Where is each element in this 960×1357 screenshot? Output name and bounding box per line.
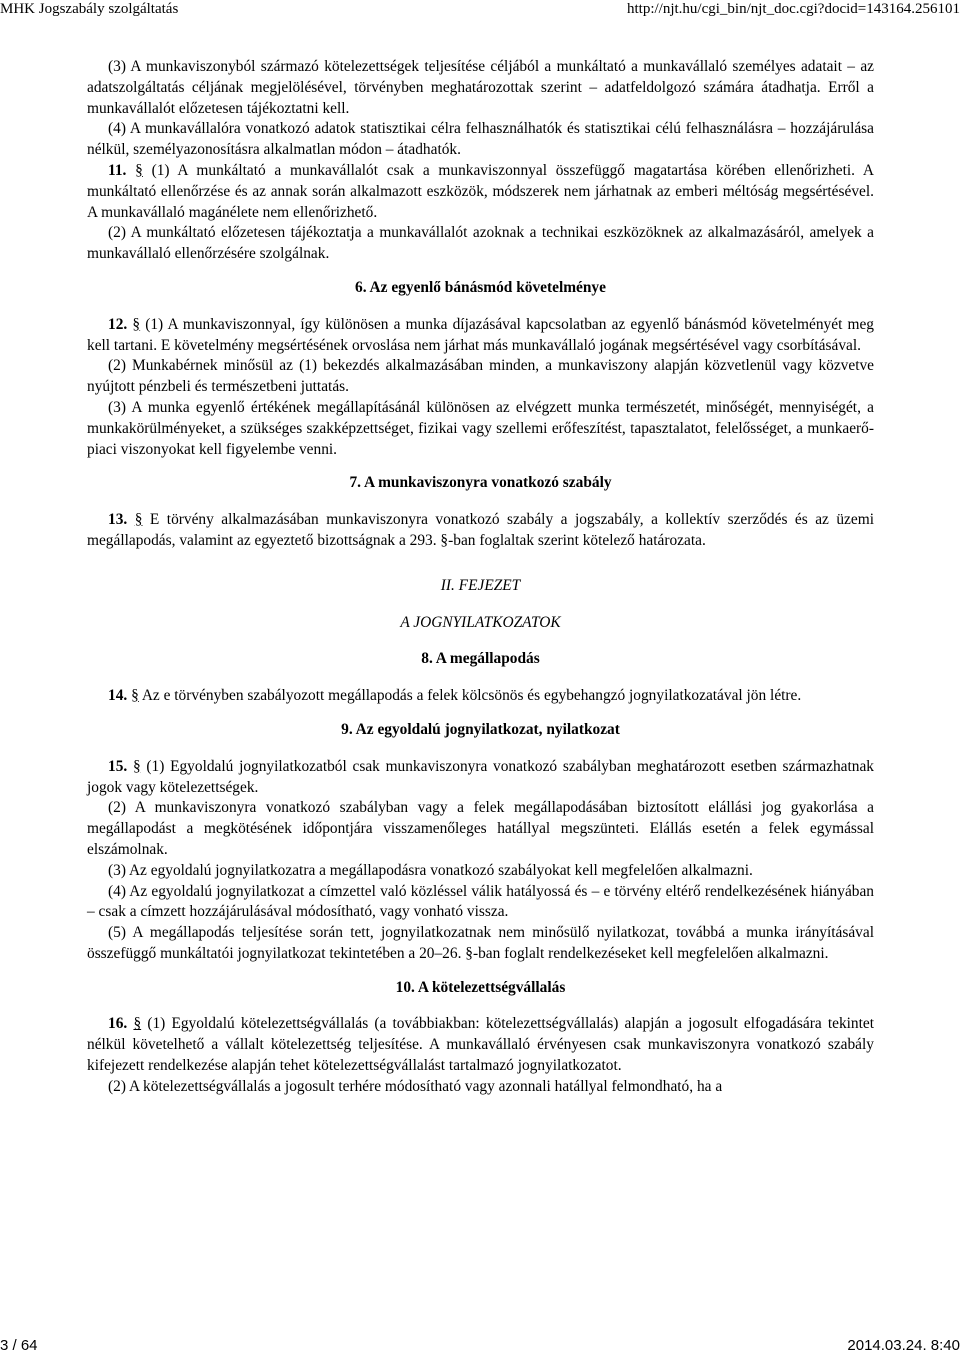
document-body	[87, 57, 874, 1098]
section-number: 16.	[108, 1015, 128, 1033]
subheading: 7. A munkaviszonyra vonatkozó szabály	[349, 474, 612, 492]
section-16	[87, 1014, 874, 1076]
subheading: 9. Az egyoldalú jognyilatkozat, nyilatkozat	[341, 720, 620, 738]
section-15	[87, 757, 874, 799]
paragraph-text: (1) A munkaviszonnyal, így különösen a munka díjazásával kapcsolatban az egyenlő bánásmód követelményét meg kell tartani. E követelmény megsértésének orvoslása nem járhat más munkavállaló jogának megsértésével vagy csorbításával.	[87, 315, 874, 354]
paragraph: (3) A munka egyenlő értékének megállapításánál különösen az elvégzett munka természetét, minőségét, mennyiségét, a munkakörülményeket, a szükséges szakképzettséget, fizikai vagy szellemi erőfeszítést, tapasztalatot, felelősséget, a munkaerő-piaci viszonyokat kell figyelembe venni.	[87, 398, 874, 458]
page-header	[0, 0, 960, 18]
subheading: 10. A kötelezettségvállalás	[395, 978, 566, 996]
section-number: 14.	[108, 687, 128, 705]
section-number: 15.	[108, 757, 128, 775]
section-sign-link[interactable]: §	[132, 757, 141, 775]
paragraph-text: (1) A munkáltató a munkavállalót csak a munkaviszonnyal összefüggő magatartása körében ellenőrizheti. A munkáltató ellenőrzése és az annak során alkalmazott eszközök, módszerek nem járhatnak az emberi méltóság megsértésével. A munkavállaló magánélete nem ellenőrizhető.	[87, 161, 874, 221]
paragraph: (2) A munkáltató előzetesen tájékoztatja a munkavállalót azoknak a technikai eszközöknek az alkalmazásáról, amelyek a munkavállaló ellenőrzésére szolgálnak.	[87, 224, 874, 263]
paragraph: (2) A munkaviszonyra vonatkozó szabályban vagy a felek megállapodásában biztosított elállási jog gyakorlása a megállapodást a megkötésének időpontjára visszamenőleges hatállyal megszünteti. Elállás esetén a felek egymással elszámolnak.	[87, 799, 874, 858]
paragraph: (3) Az egyoldalú jognyilatkozatra a megállapodásra vonatkozó szabályokat kell megfelelően alkalmazni.	[108, 861, 753, 879]
section-14	[87, 686, 874, 707]
section-sign-link[interactable]: §	[132, 315, 141, 333]
paragraph-text: E törvény alkalmazásában munkaviszonyra vonatkozó szabály a jogszabály, a kollektív szerződés és az üzemi megállapodás, valamint az egyeztető bizottságnak a 293. §-ban foglaltak szerint kötelező határozata.	[87, 511, 874, 549]
section-number: 12.	[108, 315, 128, 333]
paragraph: (2) Munkabérnek minősül az (1) bekezdés alkalmazásában minden, a munkaviszony alapján közvetlenül vagy közvetve nyújtott pénzbeli és természetbeni juttatás.	[87, 357, 874, 396]
print-date: 2014.03.24. 8:40	[847, 1337, 960, 1354]
section-13	[87, 510, 874, 552]
paragraph: (4) Az egyoldalú jognyilatkozat a címzettel való közléssel válik hatályossá és – e törvény eltérő rendelkezésének hiányában – csak a címzett hozzájárulásával módosítható, vagy vonható vissza.	[87, 882, 874, 921]
header-url: http://njt.hu/cgi_bin/njt_doc.cgi?docid=143164.256101	[626, 1, 960, 17]
page-number: 3 / 64	[0, 1337, 38, 1354]
section-11	[87, 161, 874, 223]
paragraph-text: Az e törvényben szabályozott megállapodás a felek kölcsönös és egybehangzó jognyilatkozatával jön létre.	[141, 687, 802, 705]
section-number: 13.	[108, 511, 128, 529]
subheading: 6. Az egyenlő bánásmód követelménye	[355, 278, 606, 296]
section-sign-link[interactable]: §	[131, 687, 139, 705]
paragraph: (2) A kötelezettségvállalás a jogosult terhére módosítható vagy azonnali hatállyal felmondható, ha a	[108, 1077, 723, 1095]
paragraph: (4) A munkavállalóra vonatkozó adatok statisztikai célra felhasználhatók és statisztikai célú felhasználásra – hozzájárulása nélkül, személyazonosításra alkalmatlan módon – átadhatók.	[87, 120, 874, 159]
paragraph: (3) A munkaviszonyból származó kötelezettségek teljesítése céljából a munkáltató a munkavállaló személyes adatait – az adatszolgáltatás céljának megjelölésével, törvényben meghatározottak szerint – adatfeldolgozó számára átadhatja. Erről a munkavállalót előzetesen tájékoztatni kell.	[87, 58, 874, 117]
chapter-title: A JOGNYILATKOZATOK	[400, 613, 561, 631]
section-sign-link[interactable]: §	[133, 1015, 142, 1033]
subheading: 8. A megállapodás	[421, 650, 540, 668]
chapter-number: II. FEJEZET	[440, 576, 521, 594]
section-sign-link[interactable]: §	[134, 511, 143, 529]
section-sign-link[interactable]: §	[135, 161, 143, 179]
paragraph: (5) A megállapodás teljesítése során tett, jognyilatkozatnak nem minősülő nyilatkozat, továbbá a munka irányításával összefüggő munkáltatói jognyilatkozat tekintetében a 20–26. §-ban foglalt rendelkezéseket kell megfelelően alkalmazni.	[87, 924, 874, 962]
page-footer	[0, 1339, 960, 1357]
section-12	[87, 315, 874, 357]
paragraph-text: (1) Egyoldalú kötelezettségvállalás (a továbbiakban: kötelezettségvállalás) alapján a jogosult elfogadására tekintet nélkül követelhető a vállalt kötelezettség teljesítése. A munkavállaló érvényesen csak munkaviszonyra vonatkozó szabály kifejezett rendelkezése alapján tehet kötelezettségvállalást tartalmazó jognyilatkozatot.	[87, 1015, 874, 1075]
header-source: MHK Jogszabály szolgáltatás	[0, 1, 179, 17]
paragraph-text: (1) Egyoldalú jognyilatkozatból csak munkaviszonyra vonatkozó szabályban meghatározott esetben származhatnak jogok vagy kötelezettségek.	[87, 757, 874, 796]
section-number: 11.	[108, 161, 127, 179]
